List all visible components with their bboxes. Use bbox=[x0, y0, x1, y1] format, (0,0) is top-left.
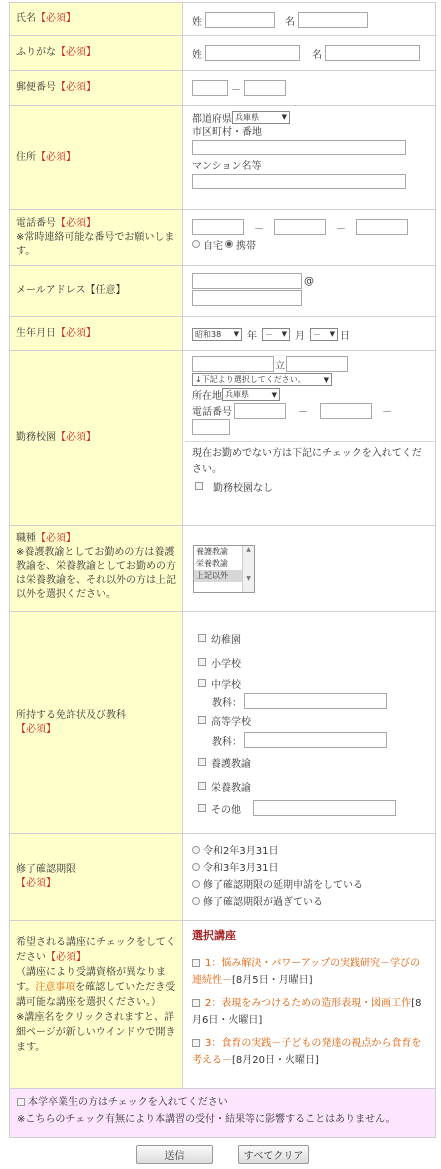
submit-button[interactable]: 送信 bbox=[136, 1145, 213, 1164]
graduate-checkbox[interactable] bbox=[17, 1098, 25, 1106]
course-item bbox=[192, 955, 428, 989]
courses-note: を確認していただき受講可能な講座を選択ください。） bbox=[16, 982, 176, 1008]
license-item-label: 小学校 bbox=[211, 658, 241, 670]
license-item-label: その他 bbox=[211, 804, 241, 816]
pref-label: 都道府県 bbox=[192, 113, 232, 125]
dropdown-arrow-icon: ▼ bbox=[281, 113, 287, 121]
school-phone-third-input[interactable] bbox=[192, 419, 230, 435]
listbox-scrollbar[interactable] bbox=[242, 546, 254, 592]
required-mark: 【必須】 bbox=[36, 533, 76, 544]
graduate-note: ※こちらのチェック有無により本講習の受付・結果等に影響することはありません。 bbox=[17, 1114, 396, 1125]
phone-mobile-radio[interactable] bbox=[225, 240, 233, 248]
phone-third-input[interactable] bbox=[356, 219, 408, 235]
city-input[interactable] bbox=[192, 140, 406, 155]
scroll-down-icon[interactable]: ▼ bbox=[246, 575, 251, 582]
row-postal bbox=[9, 71, 436, 106]
course-checkbox[interactable] bbox=[192, 959, 200, 967]
expiry-option-label: 修了確認期限が過ぎている bbox=[203, 897, 323, 908]
required-mark: 【必須】 bbox=[36, 151, 76, 163]
postal-first-input[interactable] bbox=[192, 80, 228, 96]
required-mark: 【必須】 bbox=[56, 217, 96, 229]
school-phone-dash: － bbox=[298, 407, 308, 418]
subject-label: 教科： bbox=[212, 736, 242, 748]
expiry-radio[interactable] bbox=[192, 880, 200, 888]
school-phone-second-input[interactable] bbox=[320, 403, 372, 419]
subject-label: 教科： bbox=[212, 697, 242, 709]
kana-sei-input[interactable] bbox=[205, 45, 300, 61]
row-kana bbox=[9, 36, 436, 71]
phone-dash: － bbox=[254, 223, 264, 235]
birth-era-select[interactable]: 昭和38 ▼ bbox=[192, 328, 242, 341]
courses-note: （講座により受講資格が異なります。 bbox=[16, 967, 166, 993]
name-label-cell bbox=[10, 3, 183, 35]
license-item-label: 栄養教諭 bbox=[211, 782, 251, 794]
name-mei-label: 名 bbox=[285, 16, 295, 28]
application-form bbox=[9, 2, 436, 1138]
school-city-input[interactable] bbox=[192, 356, 274, 372]
row-address bbox=[9, 106, 436, 210]
course-checkbox[interactable] bbox=[192, 1039, 200, 1047]
expiry-radio[interactable] bbox=[192, 897, 200, 905]
expiry-radio[interactable] bbox=[192, 846, 200, 854]
courses-label: 希望される講座にチェックをしてください bbox=[16, 937, 176, 963]
course-link[interactable]: 1：悩み解決・パワーアップの実践研究－学びの連続性－ bbox=[192, 958, 421, 986]
high-school-subject-input[interactable] bbox=[244, 732, 387, 748]
row-courses bbox=[9, 921, 436, 1089]
address-label: 住所 bbox=[16, 151, 36, 163]
course-date: [8月20日・火曜日] bbox=[232, 1055, 319, 1066]
license-checkbox[interactable] bbox=[198, 658, 206, 666]
postal-dash: － bbox=[231, 84, 241, 96]
expiry-label: 修了確認期限 bbox=[16, 864, 76, 875]
phone-label: 電話番号 bbox=[16, 217, 56, 229]
no-school-label: 勤務校園なし bbox=[213, 482, 273, 494]
building-label: マンション名等 bbox=[192, 161, 262, 172]
other-license-input[interactable] bbox=[253, 800, 396, 816]
phone-home-radio[interactable] bbox=[192, 240, 200, 248]
form-buttons bbox=[0, 1145, 441, 1167]
school-ritsu-label: 立 bbox=[275, 360, 285, 372]
job-option[interactable]: 養護教諭 bbox=[196, 547, 228, 556]
required-mark: 【必須】 bbox=[46, 952, 86, 963]
expiry-option-label: 令和3年3月31日 bbox=[203, 863, 279, 874]
dropdown-arrow-icon: ▼ bbox=[233, 330, 239, 338]
email-input[interactable] bbox=[192, 273, 302, 289]
caution-link[interactable]: 注意事項 bbox=[35, 982, 76, 993]
school-label: 勤務校園 bbox=[16, 432, 56, 443]
kana-sei-label: 姓 bbox=[192, 49, 202, 61]
name-sei-label: 姓 bbox=[192, 16, 202, 28]
school-name-input[interactable] bbox=[286, 356, 348, 372]
email-label: メールアドレス bbox=[16, 285, 86, 296]
phone-note: ※常時連絡可能な番号でお願いします。 bbox=[16, 231, 175, 257]
job-label: 職種 bbox=[16, 533, 36, 544]
clear-button[interactable]: すべてクリア bbox=[238, 1145, 309, 1164]
required-mark: 【必須】 bbox=[16, 723, 56, 735]
dropdown-arrow-icon: ▼ bbox=[271, 390, 277, 399]
phone-second-input[interactable] bbox=[274, 219, 326, 235]
building-input[interactable] bbox=[192, 174, 406, 189]
row-phone bbox=[9, 210, 436, 266]
school-location-label: 所在地 bbox=[192, 391, 222, 402]
expiry-option-label: 令和2年3月31日 bbox=[203, 846, 279, 857]
school-location-select[interactable]: 兵庫県 ▼ bbox=[222, 388, 280, 401]
license-checkbox[interactable] bbox=[198, 758, 206, 766]
birth-month-select[interactable]: － ▼ bbox=[262, 328, 290, 341]
birth-day-label: 日 bbox=[340, 330, 350, 342]
courses-title: 選択講座 bbox=[192, 929, 236, 942]
row-license bbox=[9, 612, 436, 834]
license-item-label: 高等学校 bbox=[211, 716, 251, 728]
kana-mei-input[interactable] bbox=[325, 45, 420, 61]
course-date: [8月5日・月曜日] bbox=[232, 975, 313, 986]
birth-day-select[interactable]: － ▼ bbox=[310, 328, 338, 341]
birth-year-label: 年 bbox=[247, 330, 257, 342]
phone-home-label: 自宅 bbox=[203, 240, 223, 252]
course-item bbox=[192, 1035, 428, 1069]
row-email bbox=[9, 266, 436, 317]
course-link[interactable]: 3：食育の実践－子どもの発達の視点から食育を考える－ bbox=[192, 1038, 422, 1066]
license-checkbox[interactable] bbox=[198, 634, 206, 642]
scroll-up-icon[interactable]: ▲ bbox=[246, 546, 251, 553]
license-item-label: 養護教諭 bbox=[211, 758, 251, 770]
row-job bbox=[9, 526, 436, 612]
phone-first-input[interactable] bbox=[192, 219, 244, 235]
course-item bbox=[192, 995, 428, 1029]
kana-mei-label: 名 bbox=[312, 49, 322, 61]
name-label: 氏名 bbox=[16, 13, 36, 24]
school-phone-label: 電話番号 bbox=[192, 407, 232, 418]
required-mark: 【必須】 bbox=[56, 432, 96, 443]
no-school-checkbox[interactable] bbox=[195, 482, 203, 490]
courses-note-window: ※講座名をクリックされますと、詳細ページが新しいウインドウで開きます。 bbox=[16, 1012, 176, 1053]
expiry-option-label: 修了確認期限の延期申請をしている bbox=[203, 880, 363, 891]
school-note: 現在お勤めでない方は下記にチェックを入れてください。 bbox=[192, 448, 422, 475]
row-graduate bbox=[9, 1089, 436, 1138]
dropdown-arrow-icon: ▼ bbox=[281, 330, 287, 338]
postal-label: 郵便番号 bbox=[16, 82, 56, 93]
license-item-label: 中学校 bbox=[211, 679, 241, 691]
dropdown-arrow-icon: ▼ bbox=[323, 375, 329, 384]
license-checkbox[interactable] bbox=[198, 716, 206, 724]
license-checkbox[interactable] bbox=[198, 679, 206, 687]
required-mark: 【必須】 bbox=[56, 327, 96, 339]
birth-month-label: 月 bbox=[295, 330, 305, 342]
phone-mobile-label: 携帯 bbox=[236, 240, 256, 252]
name-mei-input[interactable] bbox=[298, 12, 368, 28]
job-note: ※養護教諭としてお勤めの方は養護教諭を、栄養教諭としてお勤めの方は栄養教諭を、それ以外の方は上記以外を選択ください。 bbox=[16, 547, 176, 600]
license-item-label: 幼稚園 bbox=[211, 634, 241, 646]
kana-label: ふりがな bbox=[16, 47, 56, 58]
job-option[interactable]: 栄養教諭 bbox=[196, 559, 228, 568]
required-mark: 【必須】 bbox=[56, 47, 96, 58]
row-birth bbox=[9, 317, 436, 351]
course-date: [8月6日・火曜日] bbox=[192, 998, 422, 1026]
row-name bbox=[9, 2, 436, 36]
required-mark: 【必須】 bbox=[36, 13, 76, 24]
license-checkbox[interactable] bbox=[198, 804, 206, 812]
junior-high-subject-input[interactable] bbox=[244, 693, 387, 709]
course-checkbox[interactable] bbox=[192, 999, 200, 1007]
job-listbox[interactable] bbox=[193, 545, 255, 593]
graduate-label: 本学卒業生の方はチェックを入れてください bbox=[28, 1097, 228, 1108]
school-select[interactable]: ↓下記より選択してください。 ▼ bbox=[192, 373, 332, 386]
birth-label: 生年月日 bbox=[16, 327, 56, 339]
expiry-radio[interactable] bbox=[192, 863, 200, 871]
school-phone-dash: － bbox=[382, 407, 392, 418]
license-label: 所持する免許状及び教科 bbox=[16, 709, 126, 721]
divider bbox=[185, 441, 435, 442]
email-at: @ bbox=[304, 275, 314, 287]
course-link[interactable]: 2：表現をみつけるための造形表現・図画工作 bbox=[205, 998, 412, 1009]
school-phone-first-input[interactable] bbox=[234, 403, 286, 419]
license-checkbox[interactable] bbox=[198, 782, 206, 790]
required-mark: 【必須】 bbox=[56, 82, 96, 93]
name-sei-input[interactable] bbox=[205, 12, 275, 28]
row-expiry bbox=[9, 834, 436, 921]
job-option[interactable]: 上記以外 bbox=[194, 570, 254, 582]
city-label: 市区町村・番地 bbox=[192, 127, 262, 138]
postal-second-input[interactable] bbox=[244, 80, 286, 96]
row-school bbox=[9, 351, 436, 526]
phone-dash: － bbox=[336, 223, 346, 235]
optional-mark: 【任意】 bbox=[85, 285, 126, 296]
email-domain-input[interactable] bbox=[192, 290, 302, 306]
required-mark: 【必須】 bbox=[16, 878, 56, 889]
dropdown-arrow-icon: ▼ bbox=[329, 330, 335, 338]
pref-select[interactable]: 兵庫県 ▼ bbox=[232, 111, 290, 124]
